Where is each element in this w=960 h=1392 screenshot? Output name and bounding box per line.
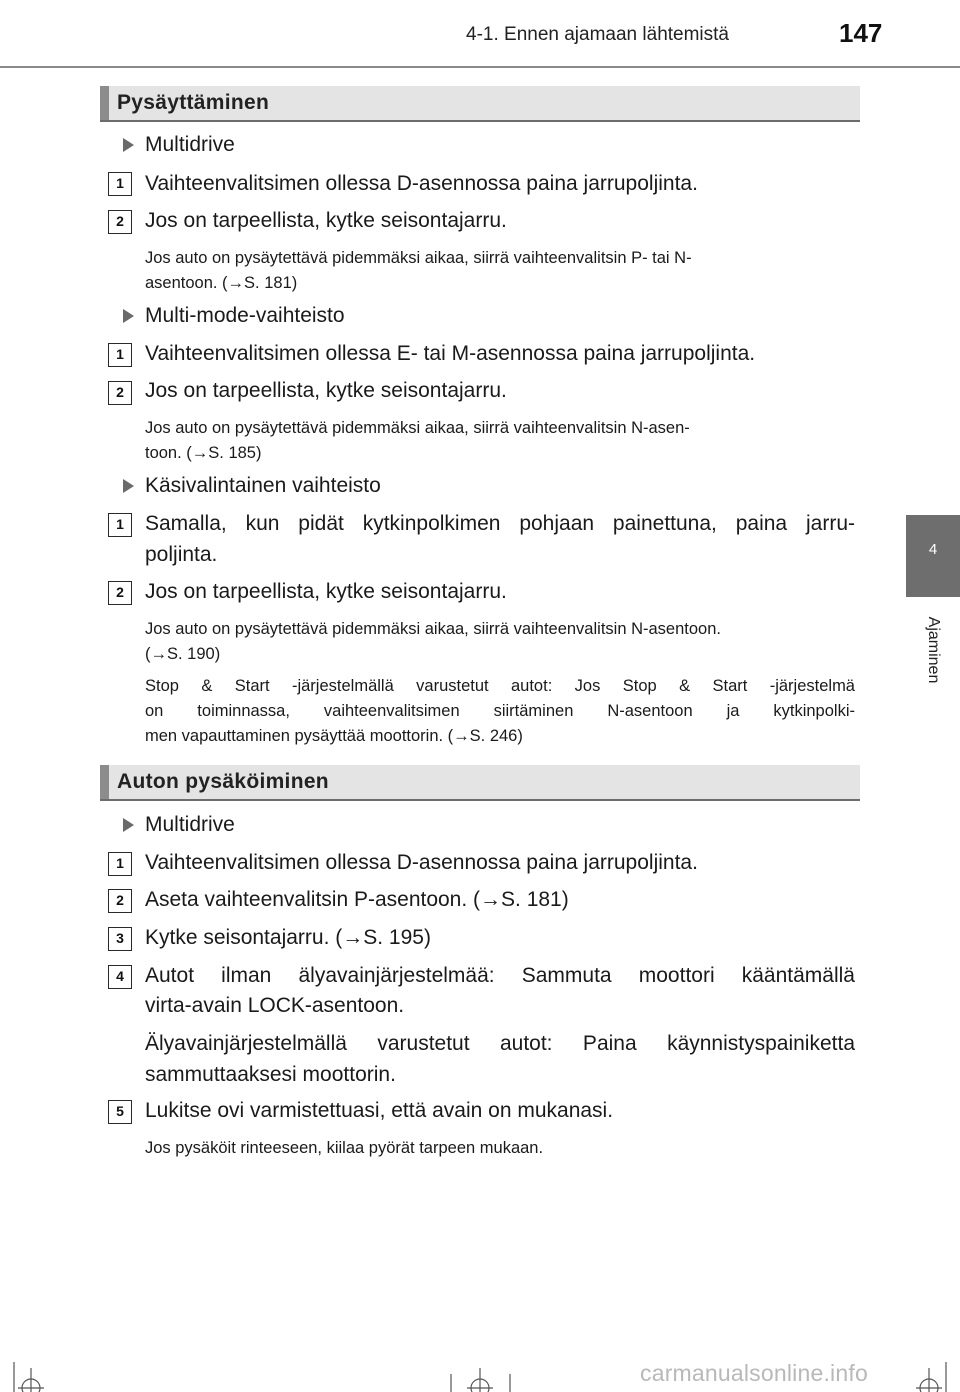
triangle-bullet-icon [123, 479, 134, 493]
step-number-badge: 1 [108, 172, 132, 196]
step-number-badge: 2 [108, 889, 132, 913]
header-divider [0, 66, 960, 68]
note-text: Jos auto on pysäytettävä pidemmäksi aikaa, siirrä vaihteenvalitsin P- tai N- [145, 249, 692, 267]
step-number-badge: 2 [108, 381, 132, 405]
note-text: men vapauttaminen pysäyttää moottorin. (→S. 246) [145, 727, 523, 745]
watermark: carmanualsonline.info [640, 1360, 868, 1386]
note-text: (→S. 190) [145, 645, 221, 663]
step-text-continued: virta-avain LOCK-asentoon. [145, 994, 405, 1017]
section-title: Pysäyttäminen [117, 91, 270, 114]
page-number: 147 [839, 18, 883, 48]
note-text: on toiminnassa, vaihteenvalitsimen siirtäminen N-asentoon ja kytkinpolki- [145, 702, 855, 720]
note-text: toon. (→S. 185) [145, 444, 262, 462]
triangle-bullet-icon [123, 309, 134, 323]
step-number-badge: 4 [108, 965, 132, 989]
note-text: Jos auto on pysäytettävä pidemmäksi aikaa, siirrä vaihteenvalitsin N-asen- [145, 419, 690, 437]
triangle-bullet-icon [123, 818, 134, 832]
note-text: asentoon. (→S. 181) [145, 274, 298, 292]
chapter-label: Ajaminen [925, 616, 942, 684]
step-text: Jos on tarpeellista, kytke seisontajarru. [145, 379, 507, 402]
step-text: Vaihteenvalitsimen ollessa D-asennossa paina jarrupoljinta. [145, 851, 698, 874]
note-text: Stop & Start -järjestelmällä varustetut autot: Jos Stop & Start -järjestelmä [145, 677, 855, 695]
chapter-number: 4 [928, 541, 938, 558]
step-text: Vaihteenvalitsimen ollessa D-asennossa paina jarrupoljinta. [145, 172, 698, 195]
step-text: Samalla, kun pidät kytkinpolkimen pohjaan painettuna, paina jarru- [145, 512, 855, 535]
section-header-stopping [100, 86, 860, 122]
step-number-badge: 2 [108, 210, 132, 234]
chapter-tab [906, 515, 960, 597]
step-number-badge: 1 [108, 852, 132, 876]
step-text: Jos on tarpeellista, kytke seisontajarru. [145, 209, 507, 232]
step-number-badge: 3 [108, 927, 132, 951]
note-text: Jos auto on pysäytettävä pidemmäksi aikaa, siirrä vaihteenvalitsin N-asentoon. [145, 620, 721, 638]
step-text: Jos on tarpeellista, kytke seisontajarru. [145, 580, 507, 603]
step-text: Kytke seisontajarru. (→S. 195) [145, 926, 431, 949]
step-number-badge: 1 [108, 513, 132, 537]
step-text-continued: poljinta. [145, 543, 218, 566]
running-header-section: 4-1. Ennen ajamaan lähtemistä [466, 24, 729, 45]
section-header-parking [100, 765, 860, 801]
step-text: Lukitse ovi varmistettuasi, että avain on mukanasi. [145, 1099, 614, 1122]
step-number-badge: 2 [108, 581, 132, 605]
step-number-badge: 1 [108, 343, 132, 367]
subsection-heading: Multidrive [145, 133, 235, 156]
subsection-heading: Käsivalintainen vaihteisto [145, 474, 381, 497]
step-text: Autot ilman älyavainjärjestelmää: Sammuta moottori kääntämällä [145, 964, 855, 987]
step-text: Aseta vaihteenvalitsin P-asentoon. (→S. 181) [145, 888, 569, 911]
step-number-badge: 5 [108, 1100, 132, 1124]
subsection-heading: Multi-mode-vaihteisto [145, 304, 345, 327]
step-text: Vaihteenvalitsimen ollessa E- tai M-asennossa paina jarrupoljinta. [145, 342, 756, 365]
section-title: Auton pysäköiminen [117, 770, 329, 793]
step-text-continued: sammuttaaksesi moottorin. [145, 1063, 396, 1086]
triangle-bullet-icon [123, 138, 134, 152]
note-text: Jos pysäköit rinteeseen, kiilaa pyörät tarpeen mukaan. [145, 1139, 544, 1157]
subsection-heading: Multidrive [145, 813, 235, 836]
step-text-continued: Älyavainjärjestelmällä varustetut autot: Paina käynnistyspainiketta [145, 1032, 855, 1055]
